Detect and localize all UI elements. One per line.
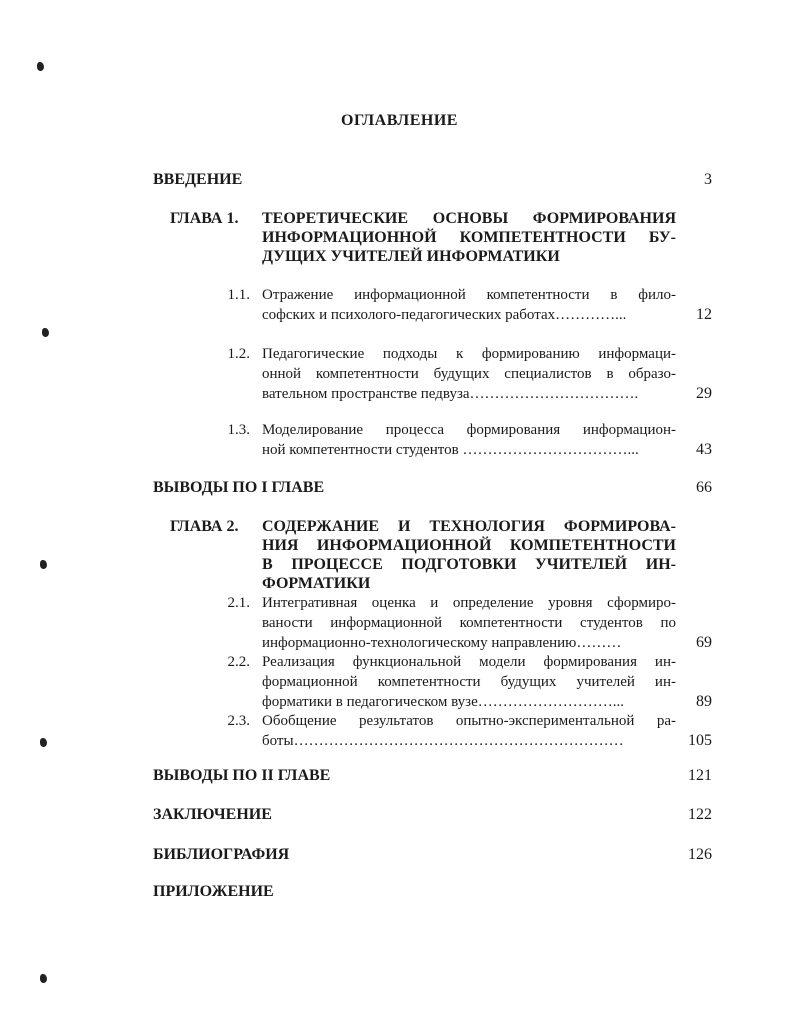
section-line: ной компетентности студентов ……………………………... (262, 442, 639, 458)
section-line: Обобщение результатов опытно-экспериментальной ра- (262, 713, 676, 729)
toc-conclusions-2-page: 121 (688, 767, 712, 784)
chapter-1-title-line: ДУЩИХ УЧИТЕЛЕЙ ИНФОРМАТИКИ (262, 248, 560, 265)
toc-intro-page: 3 (704, 171, 712, 188)
toc-conclusions-1-label[interactable]: ВЫВОДЫ ПО I ГЛАВЕ (153, 479, 325, 496)
section-line: Моделирование процесса формирования информацион- (262, 422, 676, 438)
chapter-2-title-line: СОДЕРЖАНИЕ И ТЕХНОЛОГИЯ ФОРМИРОВА- (262, 518, 676, 535)
toc-conclusions-2-label[interactable]: ВЫВОДЫ ПО II ГЛАВЕ (153, 767, 331, 784)
toc-appendix-label[interactable]: ПРИЛОЖЕНИЕ (153, 883, 274, 900)
section-2-2-title[interactable] (262, 652, 676, 712)
toc-conclusion-page: 122 (688, 806, 712, 823)
section-1-1-page: 12 (696, 306, 712, 323)
section-1-3-number: 1.3. (227, 422, 250, 438)
chapter-1-title-line: ТЕОРЕТИЧЕСКИЕ ОСНОВЫ ФОРМИРОВАНИЯ (262, 210, 676, 227)
section-line: информационно-технологическому направлению……… (262, 635, 622, 651)
section-1-2-title[interactable] (262, 344, 676, 404)
scan-mark (40, 560, 47, 569)
section-line: онной компетентности будущих специалистов в образо- (262, 366, 676, 382)
section-line: Интегративная оценка и определение уровня сформиро- (262, 595, 676, 611)
chapter-2-title-line: В ПРОЦЕССЕ ПОДГОТОВКИ УЧИТЕЛЕЙ ИН- (262, 556, 676, 573)
section-line: ваности информационной компетентности студентов по (262, 615, 676, 631)
section-1-2-number: 1.2. (227, 346, 250, 362)
chapter-1-number: ГЛАВА 1. (170, 210, 239, 227)
chapter-2-title-line: НИЯ ИНФОРМАЦИОННОЙ КОМПЕТЕНТНОСТИ (262, 537, 676, 554)
scan-mark (37, 62, 44, 71)
section-1-1-title[interactable] (262, 285, 676, 325)
section-line: формационной компетентности будущих учителей ин- (262, 674, 676, 690)
section-1-2-page: 29 (696, 385, 712, 402)
section-line: вательном пространстве педвуза……………………………. (262, 386, 639, 402)
section-1-3-page: 43 (696, 441, 712, 458)
chapter-2-title[interactable] (262, 517, 676, 593)
toc-bibliography-label[interactable]: БИБЛИОГРАФИЯ (153, 846, 290, 863)
section-2-3-number: 2.3. (227, 713, 250, 729)
chapter-1-title[interactable] (262, 209, 676, 266)
section-line: Педагогические подходы к формированию информаци- (262, 346, 676, 362)
scan-mark (40, 974, 47, 983)
section-1-3-title[interactable] (262, 420, 676, 460)
scan-mark (40, 738, 47, 747)
toc-bibliography-page: 126 (688, 846, 712, 863)
section-line: Отражение информационной компетентности в фило- (262, 287, 676, 303)
scan-mark (42, 328, 49, 337)
toc-intro-label[interactable]: ВВЕДЕНИЕ (153, 171, 243, 188)
section-2-1-page: 69 (696, 634, 712, 651)
chapter-2-title-line: ФОРМАТИКИ (262, 575, 371, 592)
section-line: софских и психолого-педагогических работах…………... (262, 307, 627, 323)
section-2-1-number: 2.1. (227, 595, 250, 611)
chapter-1-title-line: ИНФОРМАЦИОННОЙ КОМПЕТЕНТНОСТИ БУ- (262, 229, 676, 246)
section-2-3-page: 105 (688, 732, 712, 749)
section-line: боты………………………………………………………… (262, 733, 624, 749)
chapter-2-number: ГЛАВА 2. (170, 518, 239, 535)
section-line: Реализация функциональной модели формирования ин- (262, 654, 676, 670)
section-2-3-title[interactable] (262, 711, 676, 751)
section-2-2-page: 89 (696, 693, 712, 710)
section-line: форматики в педагогическом вузе………………………... (262, 694, 624, 710)
section-2-1-title[interactable] (262, 593, 676, 653)
toc-conclusions-1-page: 66 (696, 479, 712, 496)
page-title: ОГЛАВЛЕНИЕ (341, 112, 458, 129)
section-1-1-number: 1.1. (227, 287, 250, 303)
toc-conclusion-label[interactable]: ЗАКЛЮЧЕНИЕ (153, 806, 272, 823)
section-2-2-number: 2.2. (227, 654, 250, 670)
